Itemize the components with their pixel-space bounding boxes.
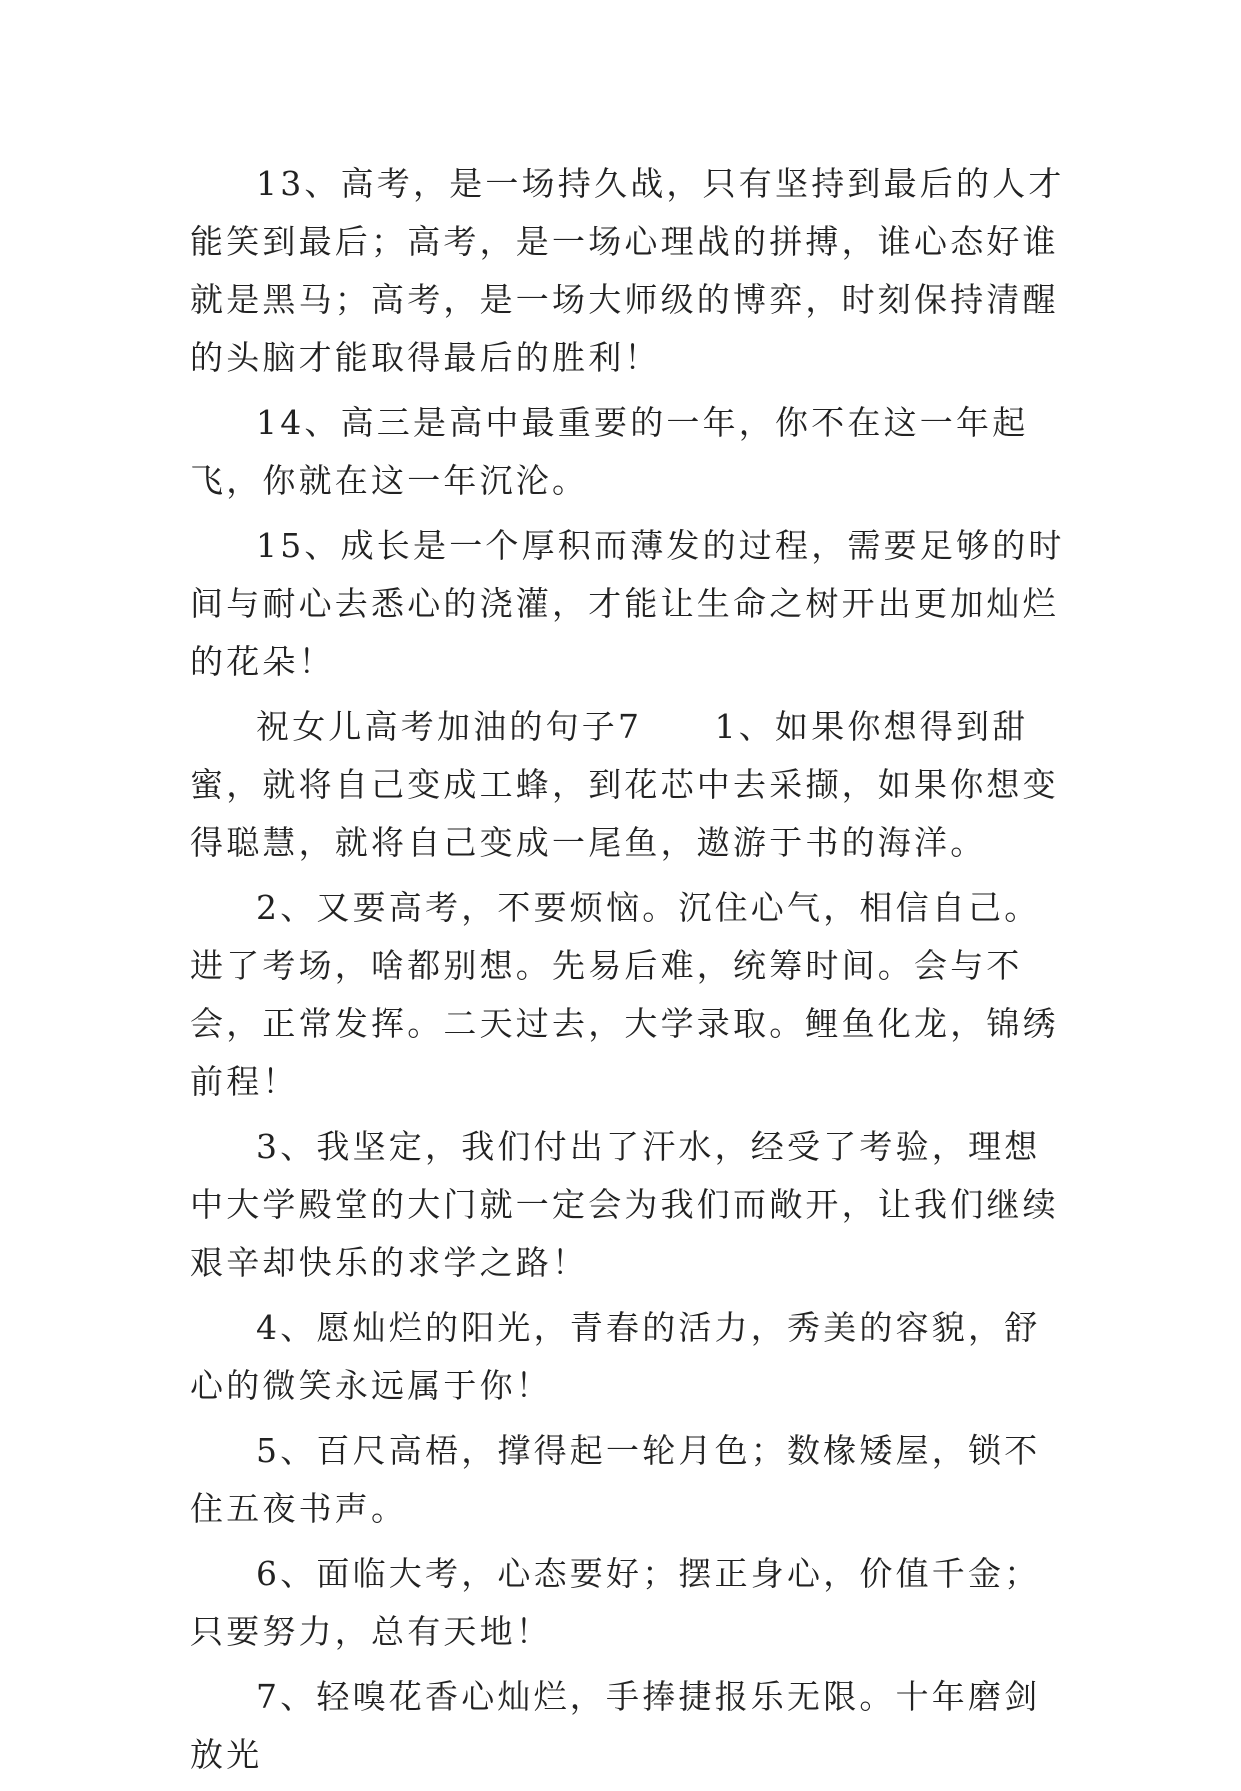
paragraph-13: 13、高考，是一场持久战，只有坚持到最后的人才能笑到最后；高考，是一场心理战的拼搏，谁心态好谁就是黑马；高考，是一场大师级的博弈，时刻保持清醒的头脑才能取得最后的胜利！ <box>190 164 1065 377</box>
paragraph-15: 15、成长是一个厚积而薄发的过程，需要足够的时间与耐心去悉心的浇灌，才能让生命之树开出更加灿烂的花朵！ <box>190 526 1065 681</box>
paragraph-item-4: 4、愿灿烂的阳光，青春的活力，秀美的容貌，舒心的微笑永远属于你！ <box>190 1308 1041 1405</box>
document-body <box>190 155 1070 1791</box>
paragraph-item-7: 7、轻嗅花香心灿烂，手捧捷报乐无限。十年磨剑放光 <box>190 1677 1041 1774</box>
paragraph-item-2: 2、又要高考，不要烦恼。沉住心气，相信自己。进了考场，啥都别想。先易后难，统筹时间。会与不会，正常发挥。二天过去，大学录取。鲤鱼化龙，锦绣前程！ <box>190 888 1059 1101</box>
paragraph-section-7-item-1: 祝女儿高考加油的句子7 1、如果你想得到甜蜜，就将自己变成工蜂，到花芯中去采撷，如果你想变得聪慧，就将自己变成一尾鱼，遨游于书的海洋。 <box>190 707 1059 862</box>
paragraph-item-6: 6、面临大考，心态要好；摆正身心，价值千金；只要努力，总有天地！ <box>190 1554 1041 1651</box>
paragraph-item-3: 3、我坚定，我们付出了汗水，经受了考验，理想中大学殿堂的大门就一定会为我们而敞开，让我们继续艰辛却快乐的求学之路！ <box>190 1127 1059 1282</box>
paragraph-item-5: 5、百尺高梧，撑得起一轮月色；数椽矮屋，锁不住五夜书声。 <box>190 1431 1041 1528</box>
paragraph-14: 14、高三是高中最重要的一年，你不在这一年起飞，你就在这一年沉沦。 <box>190 403 1029 500</box>
